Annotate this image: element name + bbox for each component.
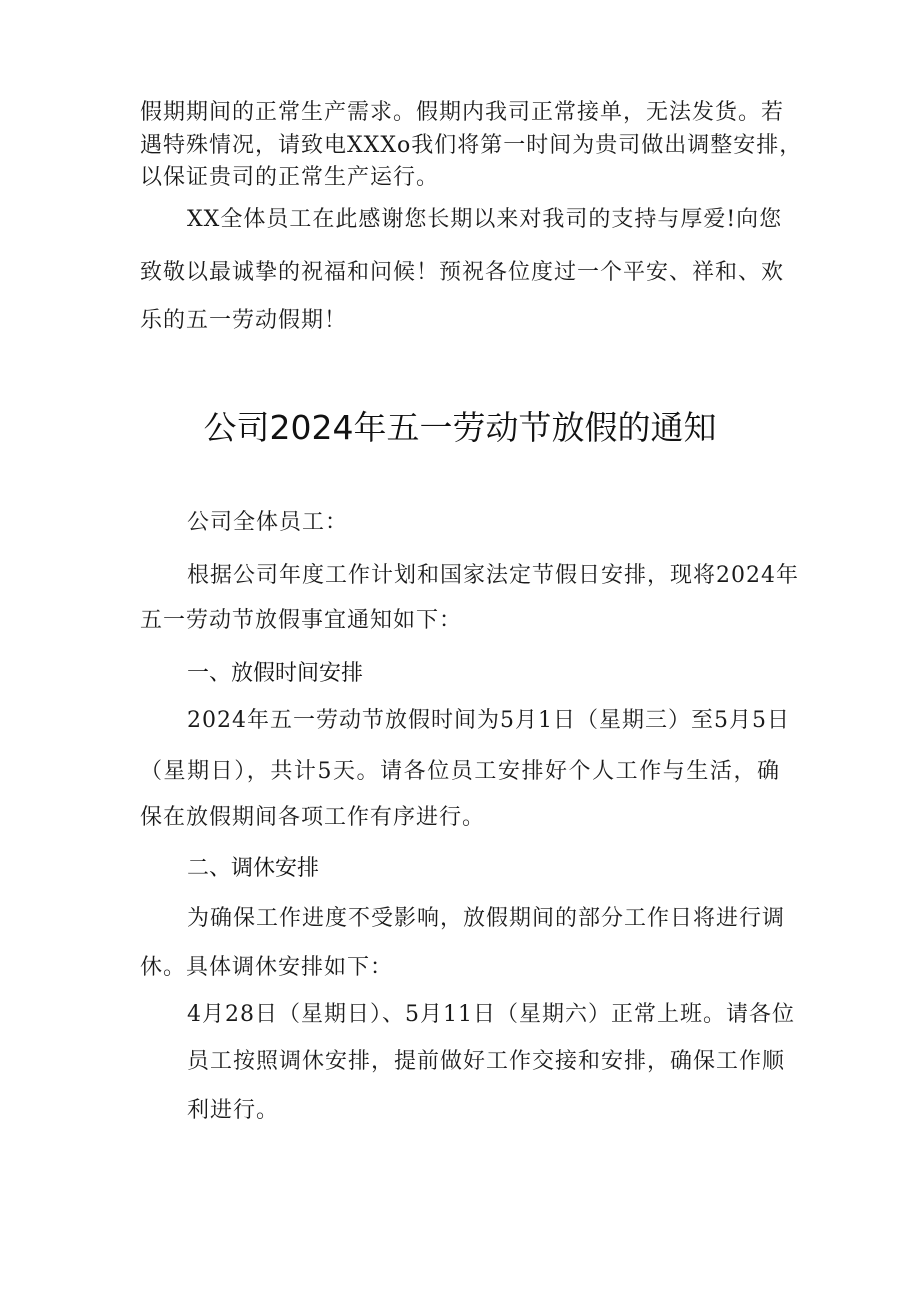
- section2-detail-line: 4月28日（星期日）、5月11日（星期六）正常上班。请各位: [187, 1002, 795, 1027]
- paragraph-line: XX全体员工在此感谢您长期以来对我司的支持与厚爱!向您: [187, 207, 783, 232]
- paragraph-line: 以保证贵司的正常生产运行。: [140, 165, 440, 190]
- section1-line: （星期日），共计5天。请各位员工安排好个人工作与生活，确: [140, 759, 780, 784]
- paragraph-line: 遇特殊情况，请致电XXXo我们将第一时间为贵司做出调整安排，: [140, 133, 803, 158]
- section1-line: 保在放假期间各项工作有序进行。: [140, 805, 486, 830]
- section2-line: 休。具体调休安排如下：: [140, 955, 394, 980]
- document-title: 公司2024年五一劳动节放假的通知: [203, 408, 717, 447]
- section1-line: 2024年五一劳动节放假时间为5月1日（星期三）至5月5日: [187, 708, 790, 733]
- section-heading-2: 二、调休安排: [187, 856, 320, 881]
- intro-line: 根据公司年度工作计划和国家法定节假日安排，现将2024年: [187, 563, 799, 588]
- section2-detail-line: 员工按照调休安排，提前做好工作交接和安排，确保工作顺: [187, 1049, 786, 1074]
- section2-line: 为确保工作进度不受影响，放假期间的部分工作日将进行调: [187, 906, 786, 931]
- paragraph-line: 乐的五一劳动假期！: [140, 308, 348, 333]
- section2-detail-line: 利进行。: [187, 1098, 280, 1123]
- paragraph-line: 致敬以最诚挚的祝福和问候！预祝各位度过一个平安、祥和、欢: [140, 260, 785, 285]
- section-heading-1: 一、放假时间安排: [187, 661, 364, 686]
- paragraph-line: 假期期间的正常生产需求。假期内我司正常接单，无法发货。若: [140, 100, 785, 125]
- salutation: 公司全体员工：: [187, 510, 349, 535]
- intro-line: 五一劳动节放假事宜通知如下：: [140, 608, 463, 633]
